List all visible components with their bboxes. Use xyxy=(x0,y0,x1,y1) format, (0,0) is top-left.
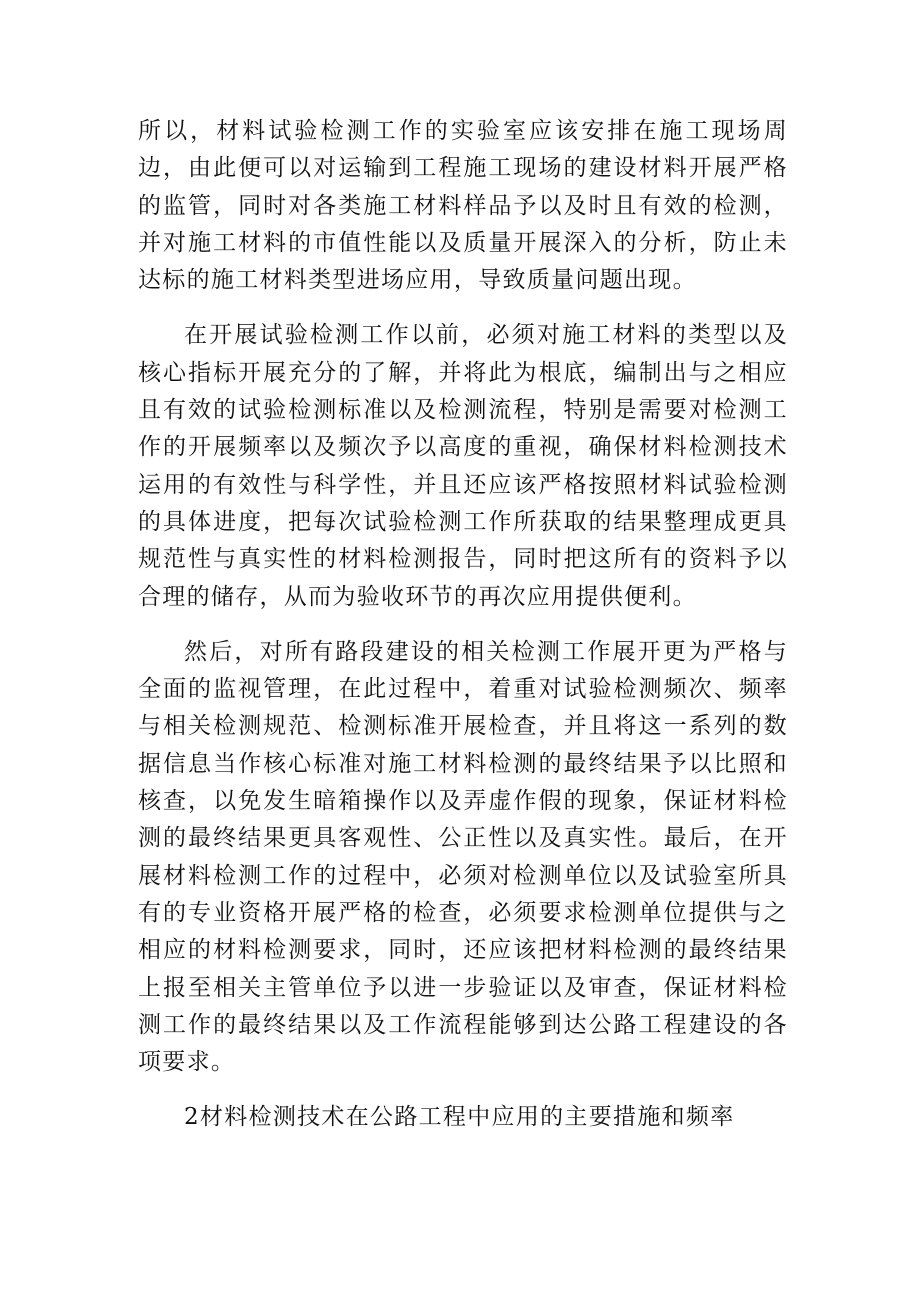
paragraph-2: 在开展试验检测工作以前，必须对施工材料的类型以及核心指标开展充分的了解，并将此为根底，编制出与之相应且有效的试验检测标准以及检测流程，特别是需要对检测工作的开展频率以及频次予以高度的重视，确保材料检测技术运用的有效性与科学性，并且还应该严格按照材料试验检测的具体进度，把每次试验检测工作所获取的结果整理成更具规范性与真实性的材料检测报告，同时把这所有的资料予以合理的储存，从而为验收环节的再次应用提供便利。 xyxy=(138,322,788,610)
document-body xyxy=(138,113,788,1137)
paragraph-3: 然后，对所有路段建设的相关检测工作展开更为严格与全面的监视管理，在此过程中，着重对试验检测频次、频率与相关检测规范、检测标准开展检查，并且将这一系列的数据信息当作核心标准对施工材料检测的最终结果予以比照和核查，以免发生暗箱操作以及弄虚作假的现象，保证材料检测的最终结果更具客观性、公正性以及真实性。最后，在开展材料检测工作的过程中，必须对检测单位以及试验室所具有的专业资格开展严格的检查，必须要求检测单位提供与之相应的材料检测要求，同时，还应该把材料检测的最终结果上报至相关主管单位予以进一步验证以及审查，保证材料检测工作的最终结果以及工作流程能够到达公路工程建设的各项要求。 xyxy=(138,638,788,1076)
paragraph-1: 所以，材料试验检测工作的实验室应该安排在施工现场周边，由此便可以对运输到工程施工现场的建设材料开展严格的监管，同时对各类施工材料样品予以及时且有效的检测，并对施工材料的市值性能以及质量开展深入的分析，防止未达标的施工材料类型进场应用，导致质量问题出现。 xyxy=(138,118,788,294)
section-heading: 2材料检测技术在公路工程中应用的主要措施和频率 xyxy=(184,1104,735,1131)
